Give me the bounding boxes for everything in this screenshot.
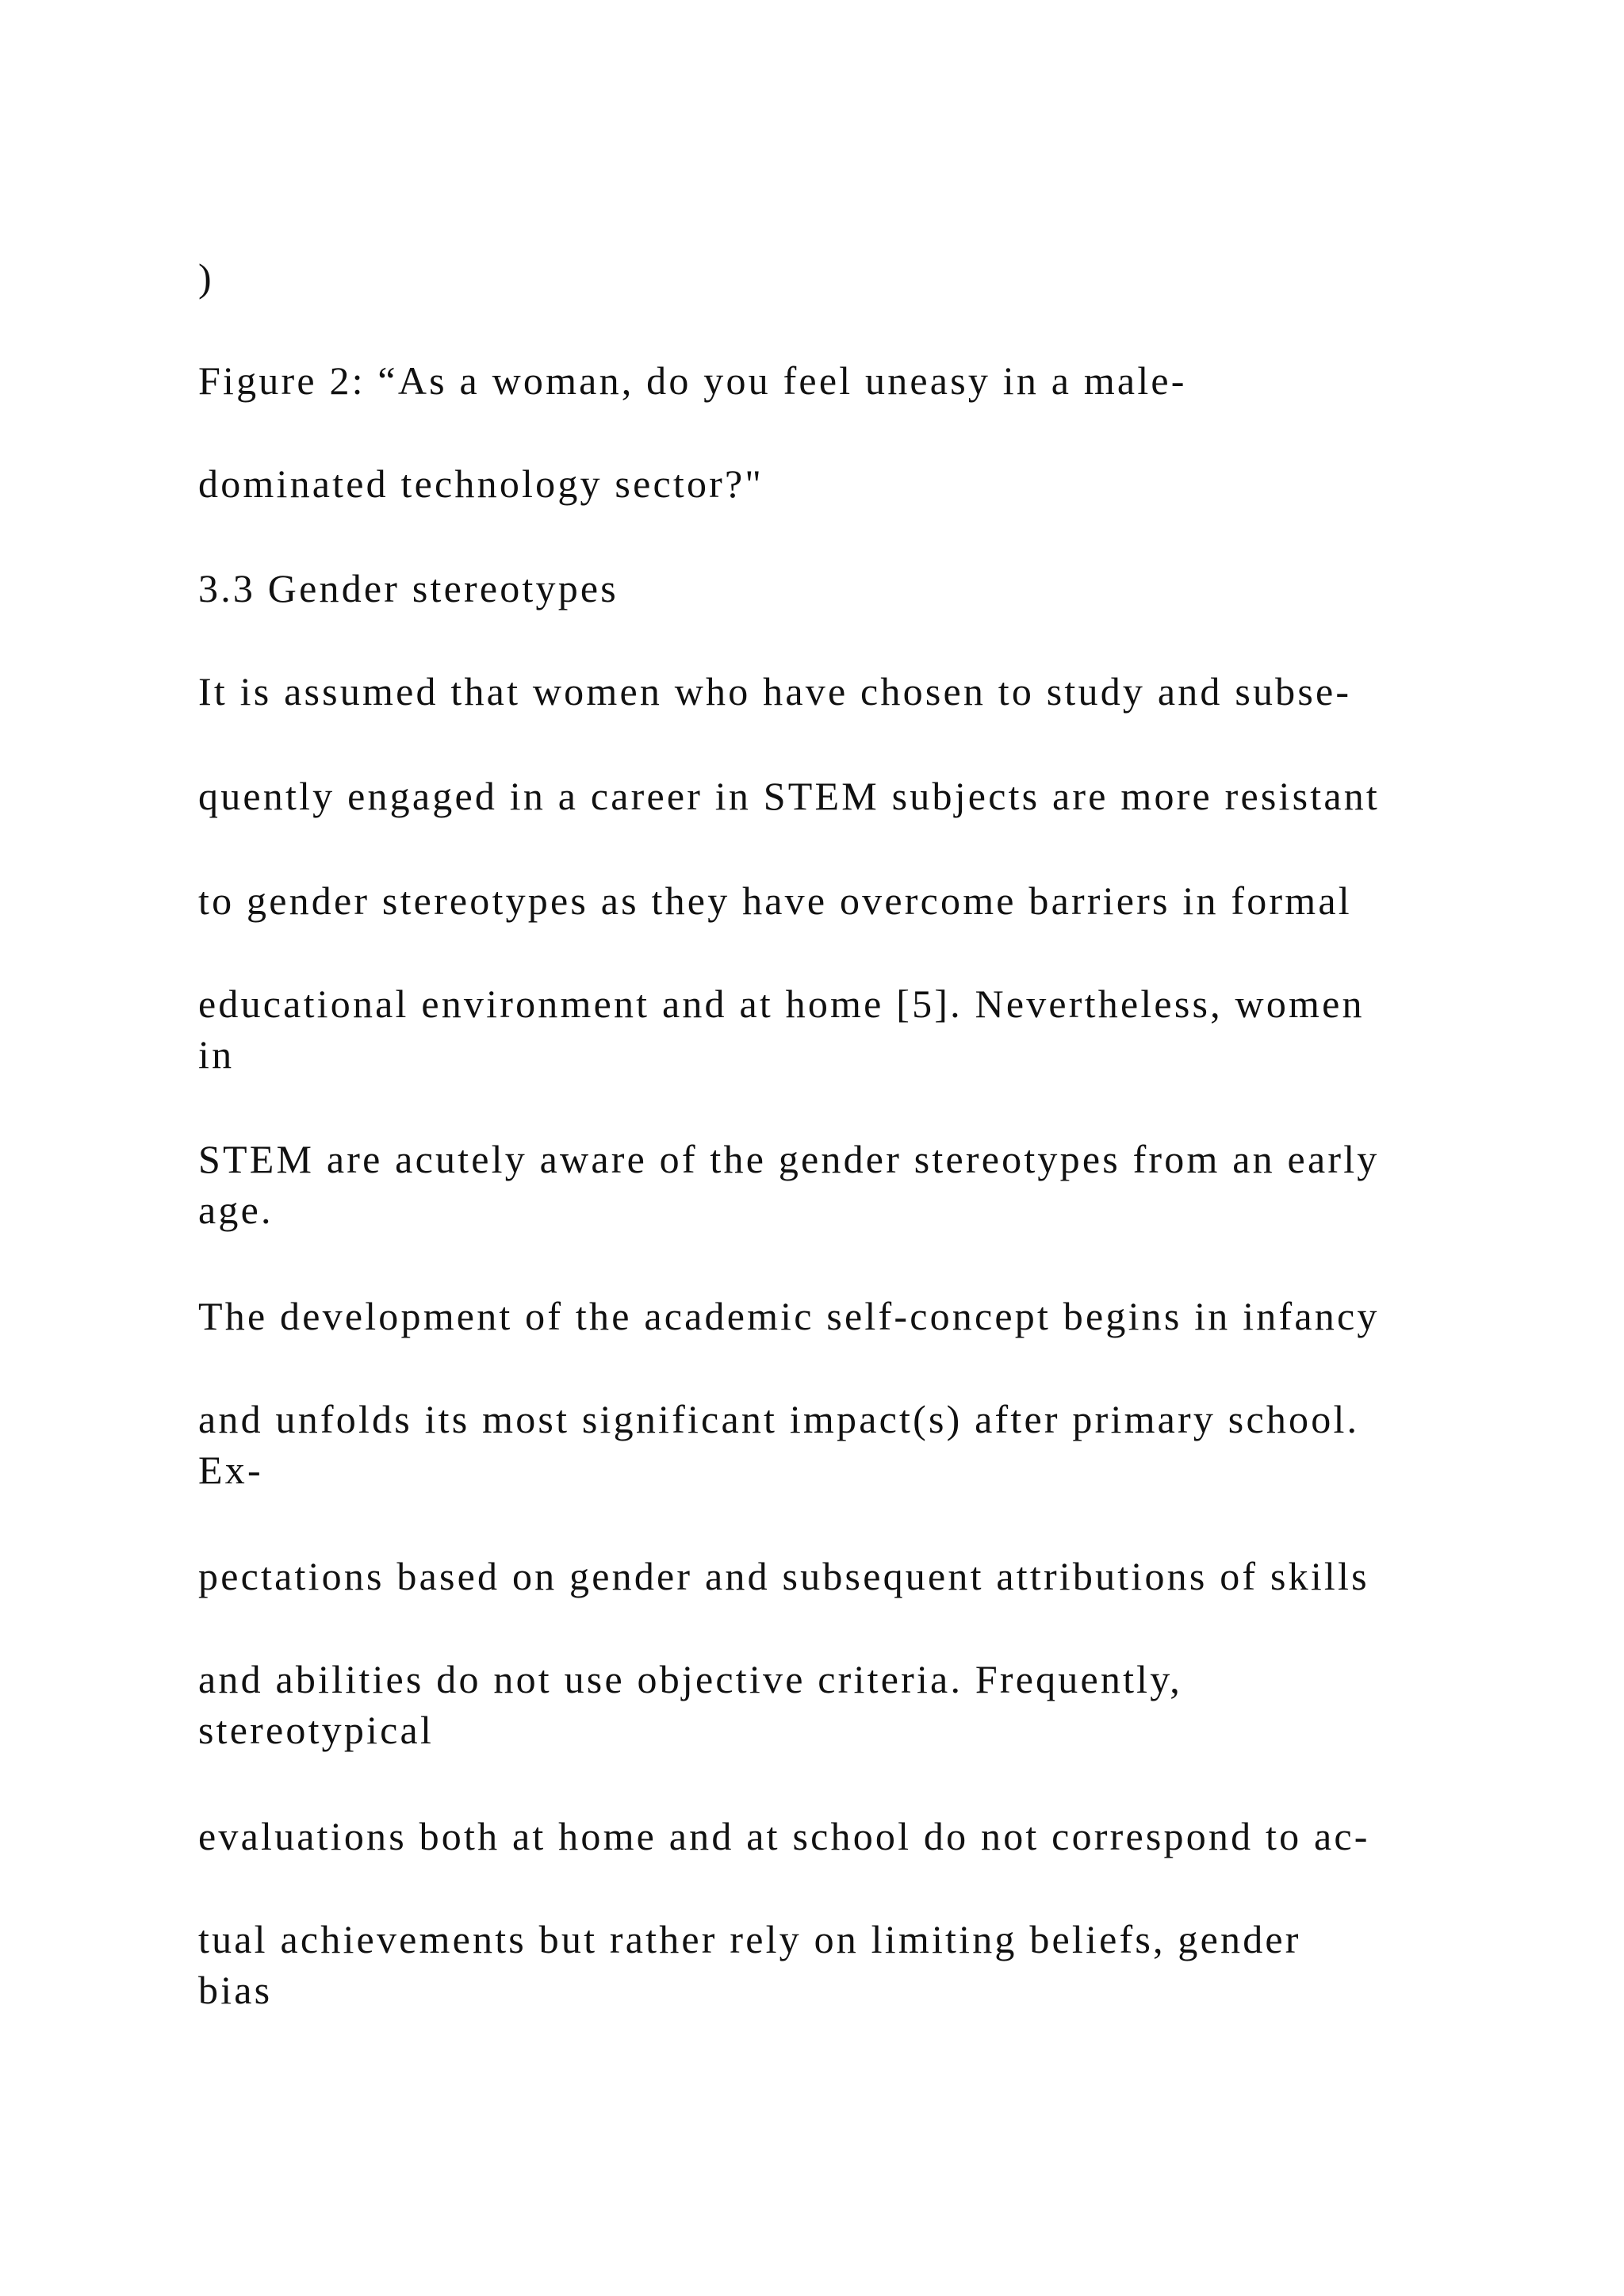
paragraph-line-3: to gender stereotypes as they have overcome barriers in formal bbox=[198, 878, 1352, 923]
paragraph-line-6: The development of the academic self-concept begins in infancy bbox=[198, 1294, 1380, 1338]
paragraph-line-9: and abilities do not use objective criteria. Frequently, stereotypical bbox=[198, 1657, 1182, 1752]
figure-caption-line-1: Figure 2: “As a woman, do you feel uneasy in a male- bbox=[198, 358, 1187, 403]
paragraph-line-2: quently engaged in a career in STEM subjects are more resistant bbox=[198, 774, 1381, 818]
paragraph-line-11: tual achievements but rather rely on limiting beliefs, gender bias bbox=[198, 1917, 1301, 2012]
paragraph-line-8: pectations based on gender and subsequent attributions of skills bbox=[198, 1554, 1369, 1598]
figure-caption-line-2: dominated technology sector?" bbox=[198, 461, 764, 506]
section-heading: 3.3 Gender stereotypes bbox=[198, 566, 619, 610]
paragraph-line-10: evaluations both at home and at school do not correspond to ac- bbox=[198, 1814, 1370, 1858]
paragraph-line-1: It is assumed that women who have chosen to study and subse- bbox=[198, 669, 1352, 714]
paragraph-line-5: STEM are acutely aware of the gender stereotypes from an early age. bbox=[198, 1137, 1380, 1232]
text-line-closing-paren: ) bbox=[198, 255, 214, 300]
paragraph-line-7: and unfolds its most significant impact(s) after primary school. Ex- bbox=[198, 1397, 1360, 1492]
paragraph-line-4: educational environment and at home [5]. Nevertheless, women in bbox=[198, 982, 1365, 1077]
